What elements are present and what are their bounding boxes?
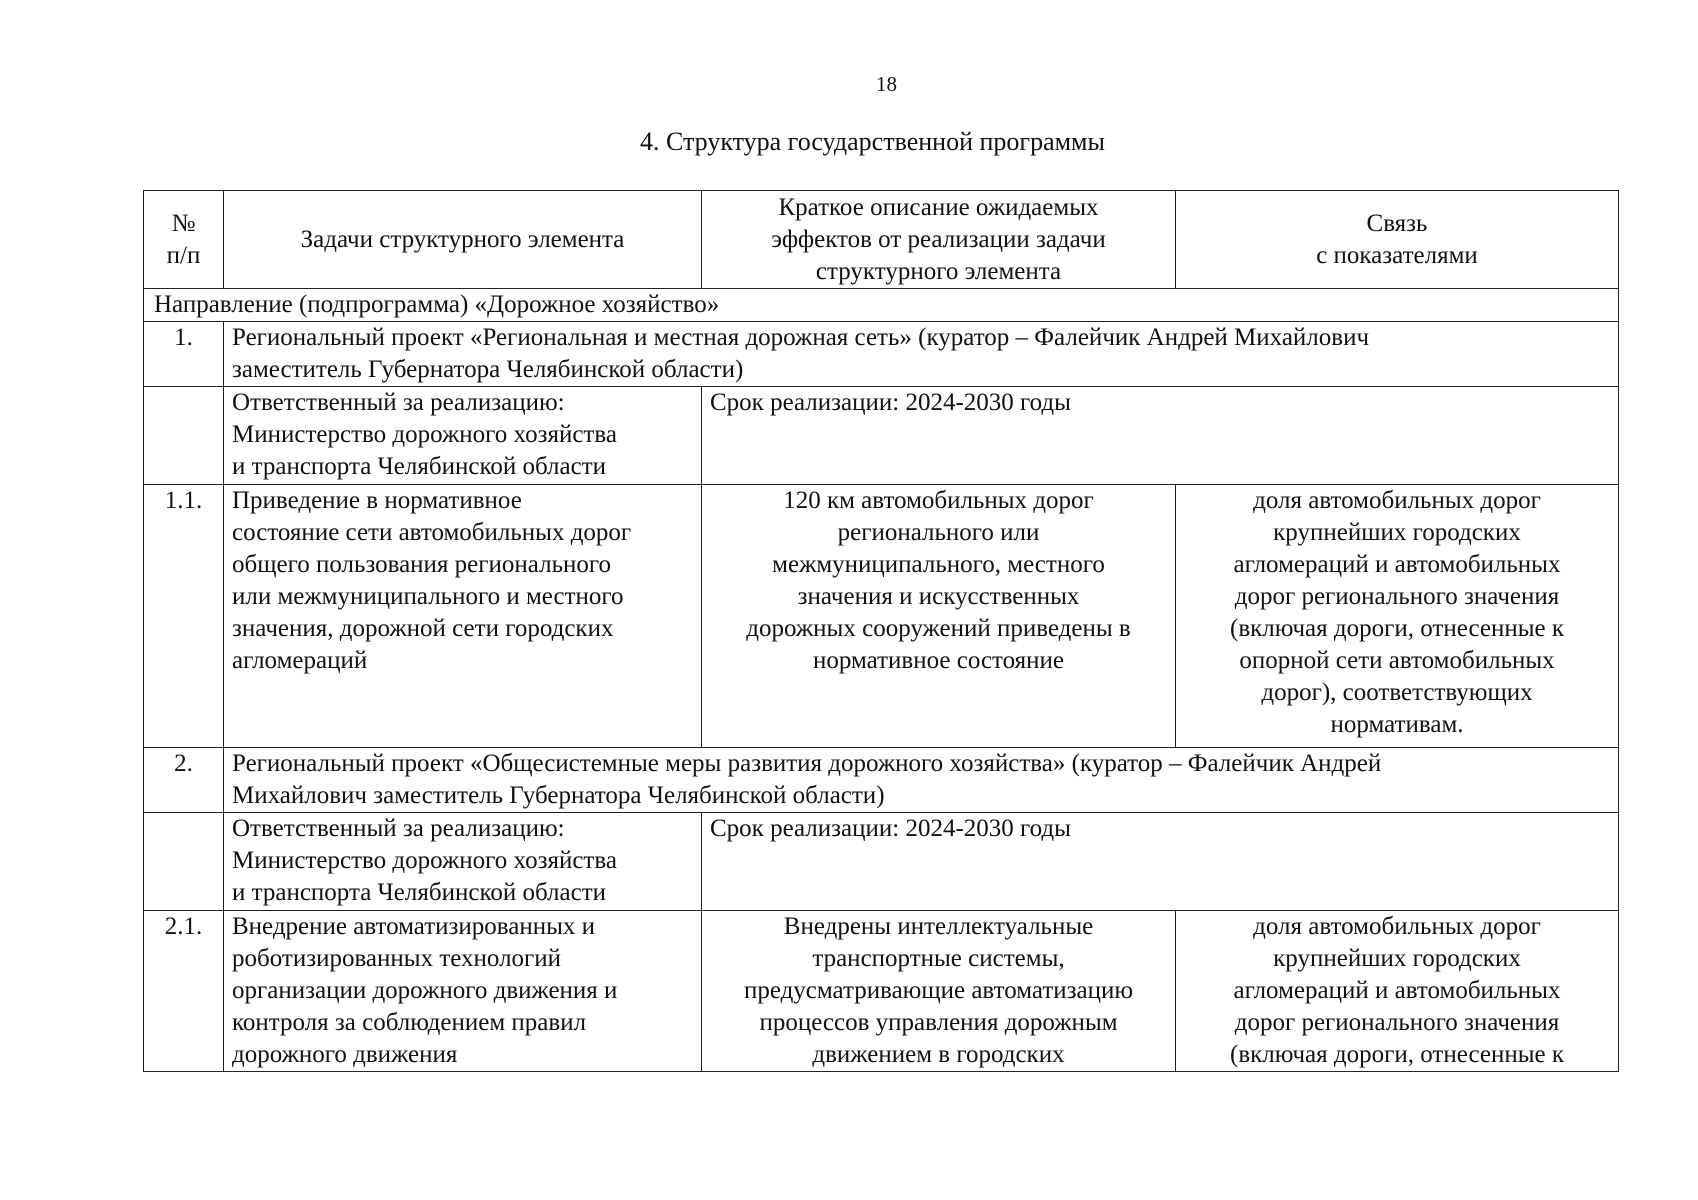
link-line: дорог регионального значения <box>1234 583 1560 610</box>
row-number: 2.1. <box>144 911 224 1072</box>
responsible-line: и транспорта Челябинской области <box>232 453 607 480</box>
task-line: Приведение в нормативное <box>232 487 522 514</box>
task-line: значения, дорожной сети городских <box>232 615 614 642</box>
link-text <box>1176 911 1619 1072</box>
task-text <box>224 485 702 748</box>
effect-line: процессов управления дорожным <box>759 1009 1118 1036</box>
task-line: организации дорожного движения и <box>232 977 618 1004</box>
link-line: агломераций и автомобильных <box>1233 977 1561 1004</box>
header-num-line: № <box>171 209 196 237</box>
effect-line: 120 км автомобильных дорог <box>783 487 1094 514</box>
term-text: Срок реализации: 2024-2030 годы <box>702 387 1619 485</box>
project-row <box>144 322 1619 387</box>
responsible-text <box>224 813 702 911</box>
project-row <box>144 748 1619 813</box>
effect-line: значения и искусственных <box>797 583 1080 610</box>
responsible-line: Ответственный за реализацию: <box>232 389 565 416</box>
row-number: 1.1. <box>144 485 224 748</box>
effect-line: Внедрены интеллектуальные <box>783 913 1094 940</box>
page-number: 18 <box>876 72 897 96</box>
task-line: агломераций <box>232 647 368 674</box>
responsible-line: Министерство дорожного хозяйства <box>232 421 617 448</box>
link-line: нормативам. <box>1330 711 1464 738</box>
task-row <box>144 485 1619 748</box>
project-title-line: заместитель Губернатора Челябинской области) <box>232 356 744 383</box>
responsible-row <box>144 387 1619 485</box>
header-effects-line: Краткое описание ожидаемых <box>778 193 1099 221</box>
table-header-row <box>144 191 1619 289</box>
link-line: доля автомобильных дорог <box>1253 913 1541 940</box>
direction-title: Направление (подпрограмма) «Дорожное хозяйство» <box>144 289 1619 322</box>
task-line: или межмуниципального и местного <box>232 583 624 610</box>
effect-line: дорожных сооружений приведены в <box>746 615 1131 642</box>
effect-line: межмуниципального, местного <box>772 551 1105 578</box>
term-text: Срок реализации: 2024-2030 годы <box>702 813 1619 911</box>
responsible-line: Министерство дорожного хозяйства <box>232 847 617 874</box>
link-line: дорог), соответствующих <box>1261 679 1533 706</box>
header-effects <box>702 191 1176 289</box>
header-effects-line: эффектов от реализации задачи <box>771 225 1106 253</box>
project-title <box>224 322 1619 387</box>
effect-line: регионального или <box>837 519 1040 546</box>
header-effects-line: структурного элемента <box>815 257 1062 285</box>
row-number: 1. <box>144 322 224 387</box>
link-line: опорной сети автомобильных <box>1239 647 1555 674</box>
responsible-text <box>224 387 702 485</box>
link-line: крупнейших городских <box>1273 519 1521 546</box>
link-line: (включая дороги, отнесенные к <box>1230 1041 1564 1068</box>
task-line: дорожного движения <box>232 1041 458 1068</box>
task-row <box>144 911 1619 1072</box>
program-structure-table <box>143 190 1619 1072</box>
header-num-line: п/п <box>166 241 201 269</box>
task-line: Внедрение автоматизированных и <box>232 913 596 940</box>
project-title <box>224 748 1619 813</box>
section-title: 4. Структура государственной программы <box>640 127 1105 156</box>
responsible-line: и транспорта Челябинской области <box>232 879 607 906</box>
direction-row <box>144 289 1619 322</box>
link-text <box>1176 485 1619 748</box>
project-title-line: Региональный проект «Региональная и местная дорожная сеть» (куратор – Фалейчик Андрей Михайлович <box>232 324 1370 351</box>
header-link <box>1176 191 1619 289</box>
link-line: (включая дороги, отнесенные к <box>1230 615 1564 642</box>
task-line: роботизированных технологий <box>232 945 562 972</box>
header-tasks: Задачи структурного элемента <box>224 191 702 289</box>
task-line: общего пользования регионального <box>232 551 611 578</box>
task-line: контроля за соблюдением правил <box>232 1009 587 1036</box>
effect-line: движением в городских <box>812 1041 1065 1068</box>
effect-text <box>702 485 1176 748</box>
task-text <box>224 911 702 1072</box>
header-link-line: Связь <box>1366 209 1428 237</box>
header-link-line: с показателями <box>1316 241 1478 269</box>
effect-line: нормативное состояние <box>812 647 1065 674</box>
effect-line: предусматривающие автоматизацию <box>743 977 1134 1004</box>
responsible-line: Ответственный за реализацию: <box>232 815 565 842</box>
header-num <box>144 191 224 289</box>
empty-cell <box>144 387 224 485</box>
row-number: 2. <box>144 748 224 813</box>
link-line: дорог регионального значения <box>1234 1009 1560 1036</box>
empty-cell <box>144 813 224 911</box>
project-title-line: Региональный проект «Общесистемные меры развития дорожного хозяйства» (куратор – Фалейчик Андрей <box>232 750 1382 777</box>
link-line: агломераций и автомобильных <box>1233 551 1561 578</box>
effect-text <box>702 911 1176 1072</box>
link-line: доля автомобильных дорог <box>1253 487 1541 514</box>
effect-line: транспортные системы, <box>812 945 1065 972</box>
task-line: состояние сети автомобильных дорог <box>232 519 632 546</box>
responsible-row <box>144 813 1619 911</box>
link-line: крупнейших городских <box>1273 945 1521 972</box>
project-title-line: Михайлович заместитель Губернатора Челябинской области) <box>232 782 885 809</box>
